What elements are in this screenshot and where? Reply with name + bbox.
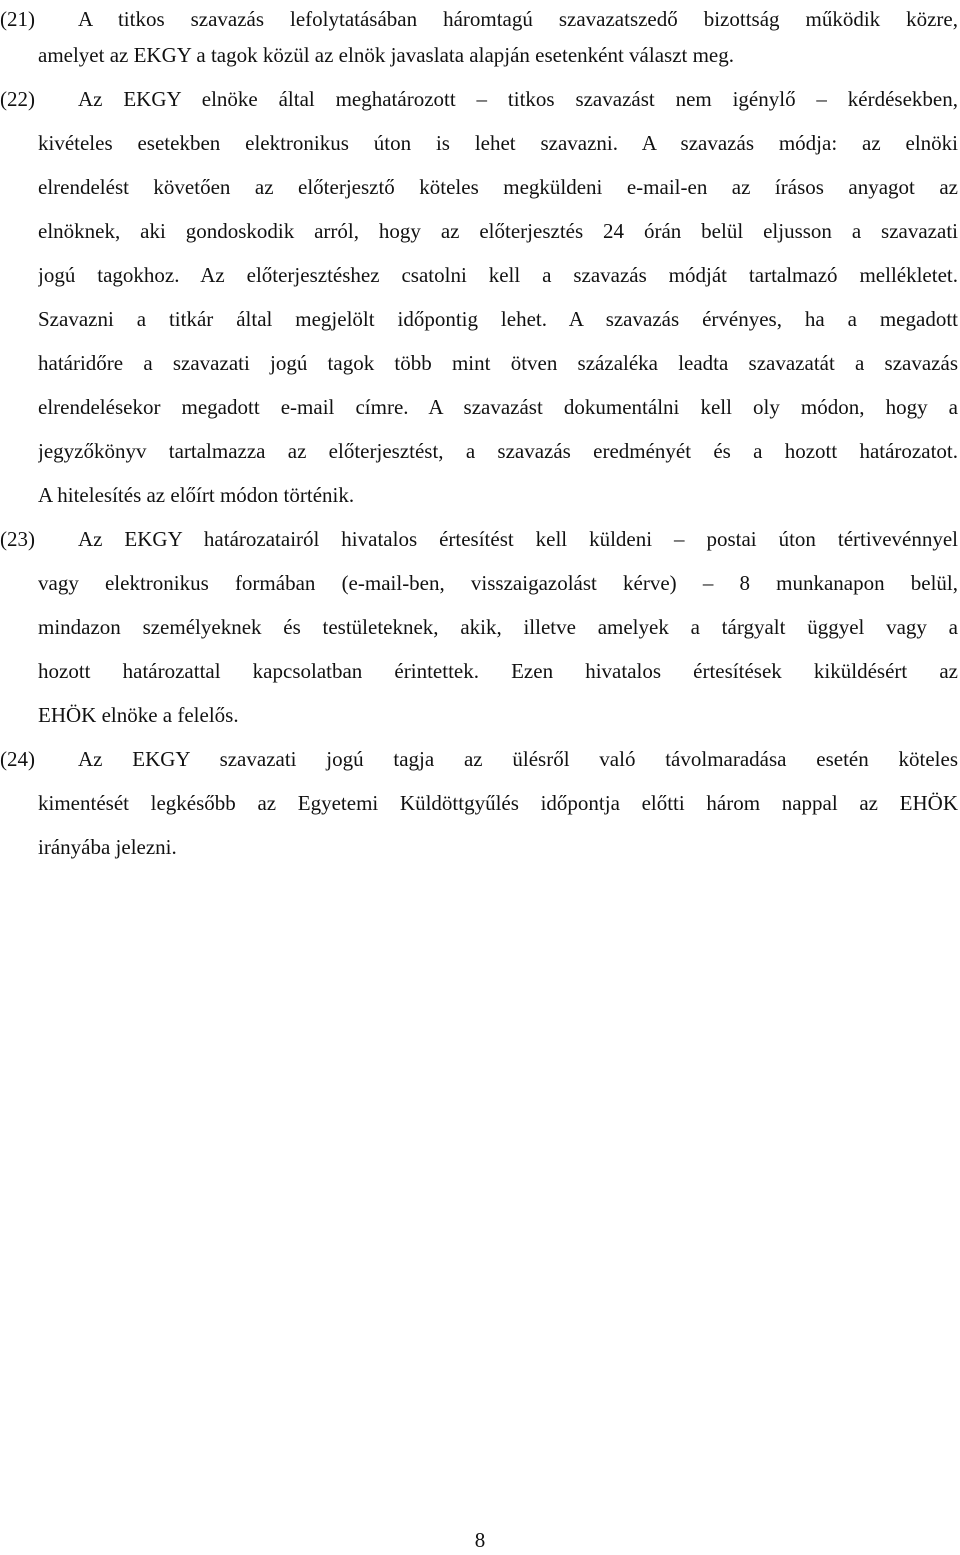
paragraph-number: (22) <box>0 87 35 111</box>
paragraph-line: Az EKGY szavazati jogú tagja az ülésről való távolmaradása esetén köteles <box>78 747 958 771</box>
paragraph-line: hozott határozattal kapcsolatban érintettek. Ezen hivatalos értesítések kiküldésért az <box>38 659 958 683</box>
paragraph-number: (24) <box>0 747 35 771</box>
paragraph-line: Szavazni a titkár által megjelölt időpontig lehet. A szavazás érvényes, ha a megadott <box>38 307 958 331</box>
paragraph-line: mindazon személyeknek és testületeknek, akik, illetve amelyek a tárgyalt üggyel vagy a <box>38 615 958 639</box>
paragraph-number: (23) <box>0 527 35 551</box>
paragraph-line: irányába jelezni. <box>38 835 177 859</box>
paragraph-line: határidőre a szavazati jogú tagok több mint ötven százaléka leadta szavazatát a szavazás <box>38 351 958 375</box>
paragraph-line: elrendelést követően az előterjesztő köteles megküldeni e-mail-en az írásos anyagot az <box>38 175 958 199</box>
paragraph-line: Az EKGY határozatairól hivatalos értesítést kell küldeni – postai úton tértivevénnyel <box>78 527 958 551</box>
paragraph-line: A hitelesítés az előírt módon történik. <box>38 483 355 507</box>
paragraph-line: EHÖK elnöke a felelős. <box>38 703 239 727</box>
page-number: 8 <box>474 1528 486 1552</box>
paragraph-line: A titkos szavazás lefolytatásában háromtagú szavazatszedő bizottság működik közre, <box>78 7 958 31</box>
paragraph-number: (21) <box>0 7 35 31</box>
paragraph-line: Az EKGY elnöke által meghatározott – titkos szavazást nem igénylő – kérdésekben, <box>78 87 958 111</box>
paragraph-line: kimentését legkésőbb az Egyetemi Küldöttgyűlés időpontja előtti három nappal az EHÖK <box>38 791 958 815</box>
paragraph-line: vagy elektronikus formában (e-mail-ben, visszaigazolást kérve) – 8 munkanapon belül, <box>38 571 958 595</box>
paragraph-line: jogú tagokhoz. Az előterjesztéshez csatolni kell a szavazás módját tartalmazó mellékletet. <box>38 263 958 287</box>
paragraph-line: elrendelésekor megadott e-mail címre. A szavazást dokumentálni kell oly módon, hogy a <box>38 395 958 419</box>
paragraph-line: amelyet az EKGY a tagok közül az elnök javaslata alapján esetenként választ meg. <box>38 43 735 67</box>
paragraph-line: jegyzőkönyv tartalmazza az előterjesztést, a szavazás eredményét és a hozott határozatot. <box>38 439 958 463</box>
paragraph-line: elnöknek, aki gondoskodik arról, hogy az előterjesztés 24 órán belül eljusson a szavazati <box>38 219 958 243</box>
paragraph-line: kivételes esetekben elektronikus úton is lehet szavazni. A szavazás módja: az elnöki <box>38 131 958 155</box>
